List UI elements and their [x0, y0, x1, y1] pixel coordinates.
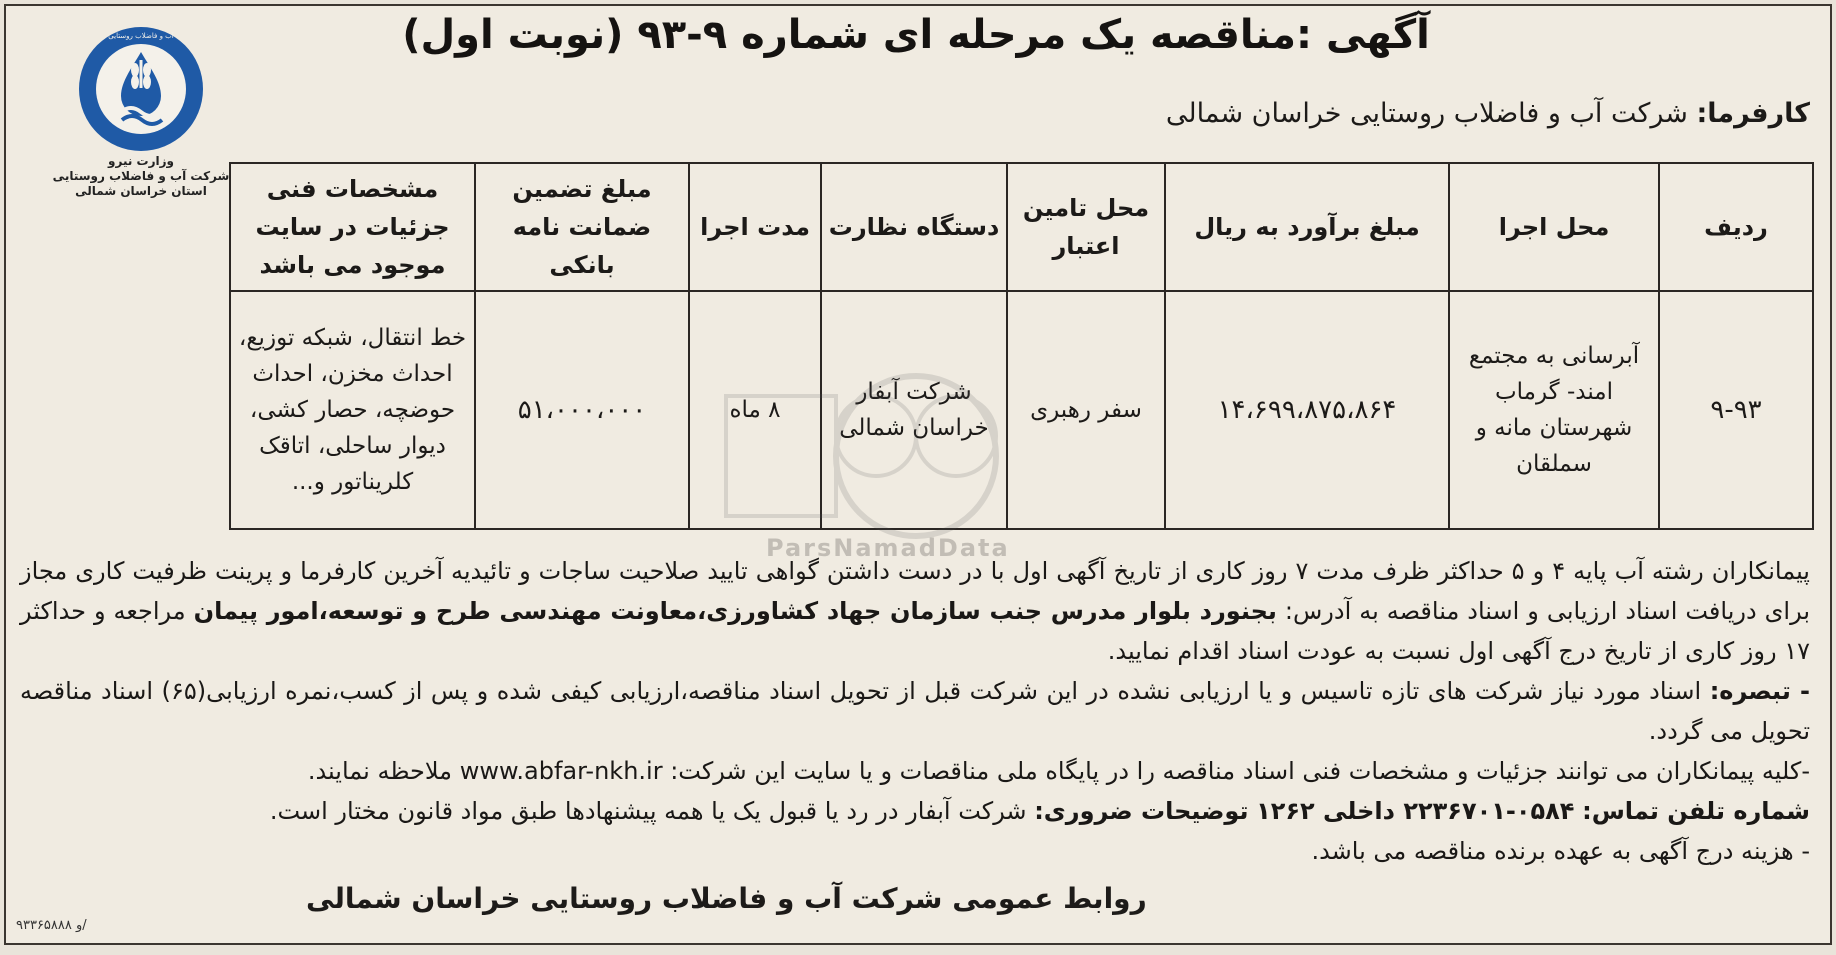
cell-specs: خط انتقال، شبکه توزیع، احداث مخزن، احداث حوضچه، حصار کشی، دیوار ساحلی، اتاقک کلریناتور و...	[230, 291, 475, 529]
cell-supervisor: شرکت آبفار خراسان شمالی	[821, 291, 1007, 529]
website-suffix: ملاحظه نمایند.	[307, 757, 453, 785]
header-duration: مدت اجرا	[689, 163, 821, 291]
header-guarantee: مبلغ تضمین ضمانت نامه بانکی	[475, 163, 689, 291]
notice-title: آگهی :مناقصه یک مرحله ای شماره ۹-۹۳ (نوبت اول)	[402, 12, 1430, 58]
contact-paragraph	[20, 791, 1810, 831]
table-row	[230, 291, 1813, 529]
cell-guarantee: ۵۱،۰۰۰،۰۰۰	[475, 291, 689, 529]
watermark-text: ParsNamadData	[766, 534, 1010, 562]
header-location: محل اجرا	[1449, 163, 1659, 291]
note-label: - تبصره:	[1709, 677, 1811, 705]
header-supervisor: دستگاه نظارت	[821, 163, 1007, 291]
header-funding: محل تامین اعتبار	[1007, 163, 1165, 291]
website-text: -کلیه پیمانکاران می توانند جزئیات و مشخصات فنی اسناد مناقصه را در پایگاه ملی مناقصات و یا سایت این شرکت:	[670, 757, 1810, 785]
employer-label: کارفرما:	[1696, 98, 1810, 129]
notes-label: توضیحات ضروری:	[1034, 797, 1249, 825]
employer-value: شرکت آب و فاضلاب روستایی خراسان شمالی	[1165, 98, 1688, 129]
logo-ring-text: آب و فاضلاب روستایی	[108, 32, 174, 40]
paragraph-contractors	[20, 551, 1810, 671]
address-text: بجنورد بلوار مدرس جنب سازمان جهاد کشاورزی،معاونت مهندسی طرح و توسعه،امور پیمان	[193, 597, 1277, 625]
header-row-number: ردیف	[1659, 163, 1813, 291]
company-logo	[46, 24, 236, 224]
cell-funding: سفر رهبری	[1007, 291, 1165, 529]
note-text: اسناد مورد نیاز شرکت های تازه تاسیس و یا ارزیابی نشده در این شرکت قبل از تحویل اسناد مناقصه،ارزیابی کیفی شده و پس از کسب،نمره ارزیابی(۶۵) اسناد مناقصه تحویل می گردد.	[20, 677, 1810, 745]
website-link[interactable]: www.abfar-nkh.ir	[459, 757, 663, 785]
logo-caption-company: شرکت آب و فاضلاب روستایی	[52, 169, 230, 183]
paragraph-contractors-part1: پیمانکاران رشته آب پایه ۴ و ۵ حداکثر ظرف مدت ۷ روز کاری از تاریخ آگهی اول با در دست داشتن گواهی تایید صلاحیت ساجات و تائیدیه آخرین کارفرما و پرینت ظرفیت کاری مجاز برای دریافت اسناد ارزیابی و اسناد مناقصه به آدرس:	[20, 557, 1810, 625]
public-relations-signature: روابط عمومی شرکت آب و فاضلاب روستایی خراسان شمالی	[306, 882, 1147, 915]
logo-caption-province: استان خراسان شمالی	[75, 184, 207, 198]
table-header-row	[230, 163, 1813, 291]
cost-paragraph: - هزینه درج آگهی به عهده برنده مناقصه می باشد.	[1311, 837, 1810, 865]
paragraph-contractors-part2: مراجعه و حداکثر ۱۷ روز کاری از تاریخ درج آگهی اول نسبت به عودت اسناد اقدام نمایید.	[20, 597, 1810, 665]
logo-caption-ministry: وزارت نیرو	[108, 154, 174, 168]
website-paragraph	[20, 751, 1810, 791]
notice-body	[20, 551, 1810, 871]
note-paragraph	[20, 671, 1810, 751]
cell-row-number: ۹-۹۳	[1659, 291, 1813, 529]
tender-table	[229, 162, 1814, 530]
cell-duration: ۸ ماه	[689, 291, 821, 529]
phone-number: ۰۵۸۴-۲۲۳۶۷۰۱ داخلی ۱۲۶۲	[1256, 797, 1575, 825]
employer-line	[1166, 98, 1810, 129]
header-estimate: مبلغ برآورد به ریال	[1165, 163, 1449, 291]
water-drop-wheat-logo-icon	[76, 24, 206, 154]
header-specs: مشخصات فنی جزئیات در سایت موجود می باشد	[230, 163, 475, 291]
cell-estimate: ۱۴،۶۹۹،۸۷۵،۸۶۴	[1165, 291, 1449, 529]
ad-code: و ۹۳۳۶۵۸۸۸/	[16, 918, 87, 933]
phone-label: شماره تلفن تماس:	[1582, 797, 1810, 825]
tender-notice	[4, 4, 1832, 945]
notes-text: شرکت آبفار در رد یا قبول یک یا همه پیشنهادها طبق مواد قانون مختار است.	[269, 797, 1027, 825]
cell-location: آبرسانی به مجتمع امند- گرماب شهرستان مانه و سملقان	[1449, 291, 1659, 529]
